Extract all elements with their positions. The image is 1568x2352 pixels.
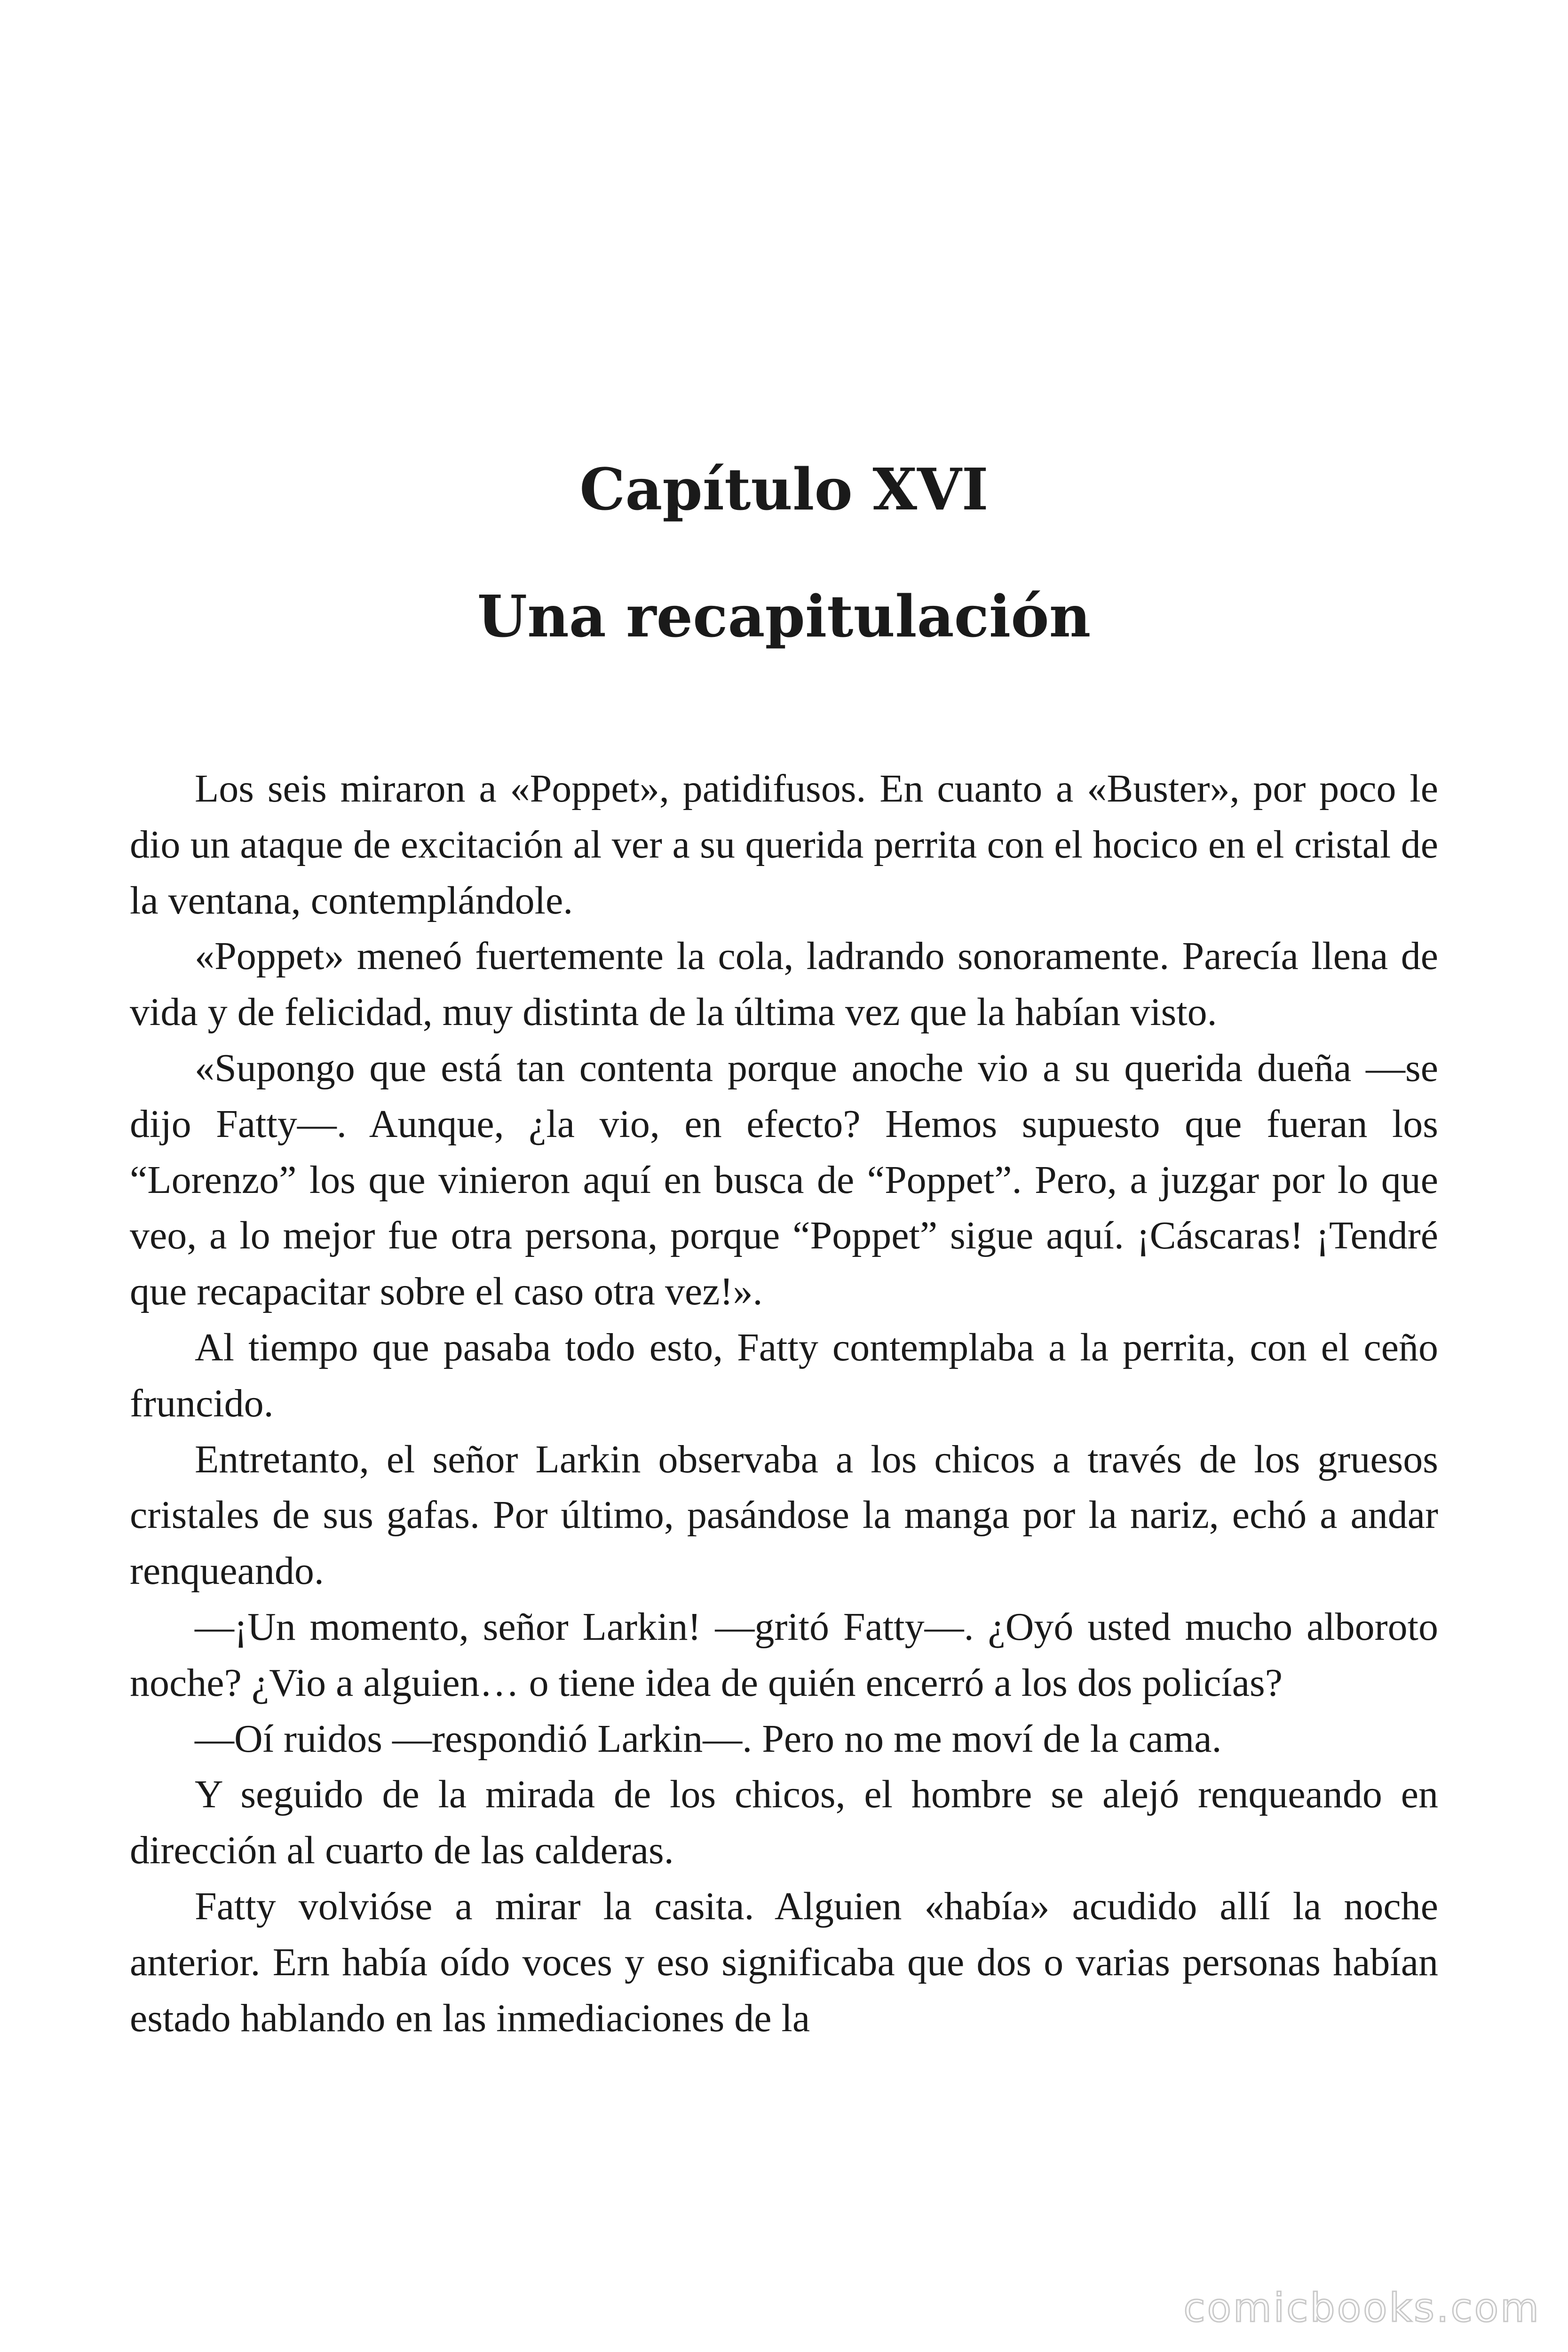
paragraph: Al tiempo que pasaba todo esto, Fatty contemplaba a la perrita, con el ceño fruncido. xyxy=(130,1325,1438,1425)
paragraph: «Poppet» meneó fuertemente la cola, ladrando sonoramente. Parecía llena de vida y de felicidad, muy distinta de la última vez que la habían visto. xyxy=(130,934,1438,1034)
watermark: comicbooks.com xyxy=(1183,2285,1541,2331)
chapter-title: Una recapitulación xyxy=(477,582,1091,650)
chapter-body xyxy=(130,761,1438,2046)
paragraph: —Oí ruidos —respondió Larkin—. Pero no me moví de la cama. xyxy=(195,1716,1222,1761)
chapter-number: Capítulo XVI xyxy=(579,455,989,523)
paragraph: «Supongo que está tan contenta porque anoche vio a su querida dueña —se dijo Fatty—. Aunque, ¿la vio, en efecto? Hemos supuesto que fueran los “Lorenzo” los que vinieron aquí en busca de “Poppet”. Pero, a juzgar por lo que veo, a lo mejor fue otra persona, porque “Poppet” sigue aquí. ¡Cáscaras! ¡Tendré que recapacitar sobre el caso otra vez!». xyxy=(130,1046,1438,1314)
paragraph: Entretanto, el señor Larkin observaba a los chicos a través de los gruesos cristales de sus gafas. Por último, pasándose la manga por la nariz, echó a andar renqueando. xyxy=(130,1437,1438,1593)
paragraph: Y seguido de la mirada de los chicos, el hombre se alejó renqueando en dirección al cuarto de las calderas. xyxy=(130,1772,1438,1873)
paragraph: —¡Un momento, señor Larkin! —gritó Fatty—. ¿Oyó usted mucho alboroto noche? ¿Vio a alguien… o tiene idea de quién encerró a los dos policías? xyxy=(130,1605,1438,1705)
paragraph: Los seis miraron a «Poppet», patidifusos. En cuanto a «Buster», por poco le dio un ataque de excitación al ver a su querida perrita con el hocico en el cristal de la ventana, contemplándole. xyxy=(130,767,1438,922)
paragraph: Fatty volvióse a mirar la casita. Alguien «había» acudido allí la noche anterior. Ern había oído voces y eso significaba que dos o varias personas habían estado hablando en las inmediaciones de la xyxy=(130,1884,1438,2040)
